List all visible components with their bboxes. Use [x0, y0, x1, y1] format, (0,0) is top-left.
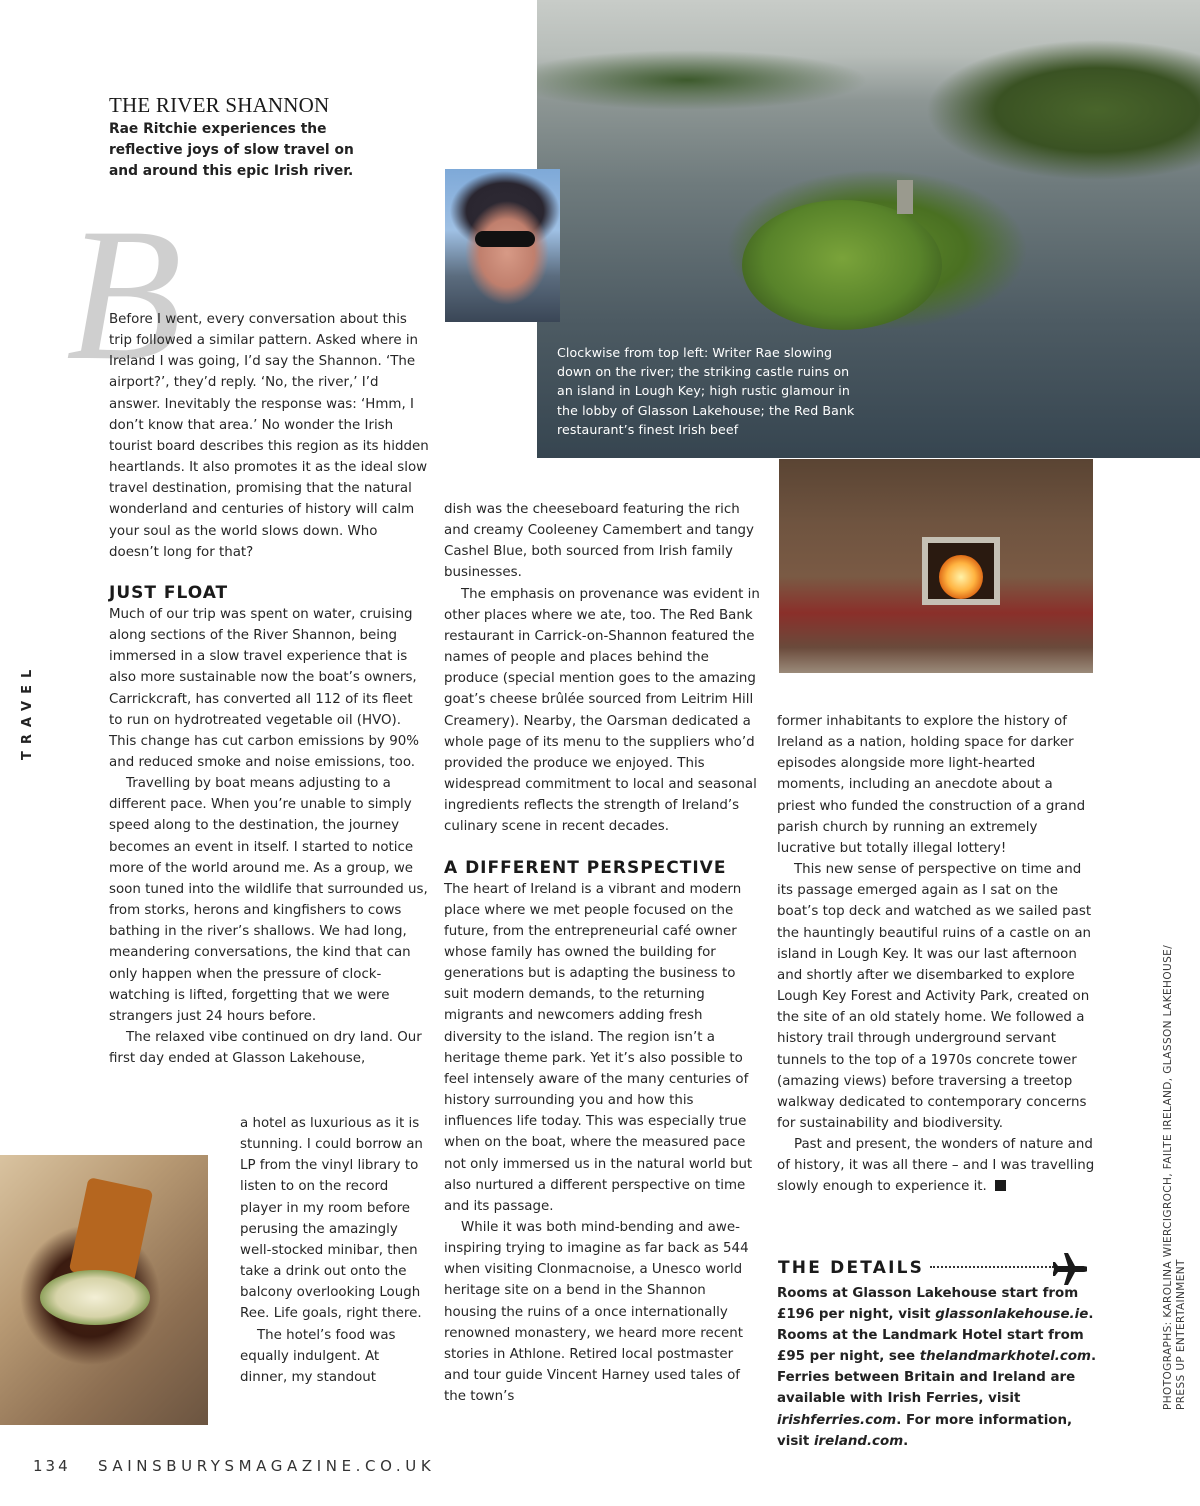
- column-3: [777, 711, 1095, 1198]
- details-text: Rooms at Glasson Lakehouse start from £196 per night, visit: [777, 1286, 1079, 1323]
- link-irish-ferries[interactable]: irishferries.com: [777, 1412, 897, 1428]
- sunglasses: [475, 231, 535, 247]
- closing-paragraph: [777, 1134, 1095, 1197]
- lough-key-castle-photo: [537, 0, 1200, 458]
- details-text: . For more information, visit: [777, 1412, 1073, 1449]
- link-glasson[interactable]: glassonlakehouse.ie: [935, 1307, 1089, 1323]
- subhead-just-float: JUST FLOAT: [109, 582, 229, 603]
- photo-credits: [1162, 945, 1188, 1410]
- paragraph: The heart of Ireland is a vibrant and modern place where we met people focused on the future, from the entrepreneurial café owner whose family has owned the building for generations but is adapting the business to suit modern demands, to the returning migrants and newcomers adding fresh diversity to the island. The region isn’t a heritage theme park. Yet it’s also possible to feel intensely aware of the many centuries of history surrounding you and how this influences life today. This was especially true when on the boat, where the measured pace not only immersed us in the natural world but also nurtured a different perspective on time and its passage.: [444, 881, 753, 1214]
- drop-cap: B: [66, 190, 183, 400]
- details-body: [777, 1283, 1097, 1452]
- paragraph: a hotel as luxurious as it is stunning. I could borrow an LP from the vinyl library to listen to on the record player in my room before perusing the amazingly well-stocked minibar, then take a drink out onto the balcony overlooking Lough Ree. Life goals, right there.: [240, 1116, 423, 1322]
- column-2: [444, 499, 760, 1407]
- paragraph: dish was the cheeseboard featuring the rich and creamy Cooleeney Camembert and tangy Cashel Blue, both sourced from Irish family businesses.: [444, 502, 754, 581]
- details-text: . Rooms at the Landmark Hotel start from £95 per night, see: [777, 1307, 1094, 1365]
- castle-ruin: [897, 180, 913, 214]
- details-text: . Ferries between Britain and Ireland are available with Irish Ferries, visit: [777, 1349, 1097, 1407]
- column-1: [109, 309, 429, 1069]
- castle-island: [742, 200, 942, 330]
- irish-beef-dish-photo: [0, 1155, 208, 1425]
- credits-line: PRESS UP ENTERTAINMENT: [1175, 1259, 1187, 1410]
- paragraph: The hotel’s food was equally indulgent. At dinner, my standout: [240, 1327, 396, 1385]
- paragraph: While it was both mind-bending and awe-inspiring trying to imagine as far back as 544 when visiting Clonmacnoise, a Unesco world heritage site on a bend in the Shannon housing the ruins of a once internationally renowned monastery, we heard more recent stories in Athlone. Retired local postmaster and tour guide Vincent Harney used tales of the town’s: [444, 1220, 749, 1405]
- link-ireland[interactable]: ireland.com: [813, 1433, 904, 1449]
- paragraph: The emphasis on provenance was evident in other places where we ate, too. The Red Bank restaurant in Carrick-on-Shannon featured the names of people and places behind the produce (special mention goes to the amazing goat’s cheese brûlée sourced from Leitrim Hill Creamery). Nearby, the Oarsman dedicated a whole page of its menu to the suppliers who’d provided the produce we enjoyed. This widespread commitment to local and seasonal ingredients reflects the strength of Ireland’s culinary scene in recent decades.: [444, 586, 760, 835]
- details-title: THE DETAILS: [778, 1258, 925, 1278]
- credits-line: PHOTOGRAPHS: KAROLINA WIERCIGROCH, FAILTE IRELAND, GLASSON LAKEHOUSE/: [1162, 944, 1174, 1410]
- link-landmark[interactable]: thelandmarkhotel.com: [919, 1349, 1091, 1365]
- details-text: .: [903, 1433, 909, 1449]
- column-1-wrap: [240, 1113, 425, 1388]
- page-number: 134: [33, 1457, 71, 1475]
- dotted-rule: [930, 1266, 1054, 1268]
- paragraph: Much of our trip was spent on water, cruising along sections of the River Shannon, being immersed in a slow travel experience that is also more sustainable now the boat’s owners, Carrickcraft, has converted all 112 of its fleet to run on hydrotreated vegetable oil (HVO). This change has cut carbon emissions by 90% and reduced smoke and noise emissions, too.: [109, 606, 419, 770]
- paragraph: former inhabitants to explore the history of Ireland as a nation, holding space for darker episodes alongside more light-hearted moments, including an anecdote about a priest who funded the construction of a grand parish church by running an extremely lucrative but totally illegal lottery!: [777, 714, 1086, 856]
- plated-vegetables: [40, 1270, 150, 1325]
- subhead-different-perspective: A DIFFERENT PERSPECTIVE: [444, 857, 727, 878]
- paragraph: Travelling by boat means adjusting to a different pace. When you’re unable to simply speed along to the destination, the journey becomes an event in itself. I started to notice more of the world around me. As a group, we soon tuned into the wildlife that surrounded us, from storks, herons and kingfishers to cows bathing in the river’s shallows. We had long, meandering conversations, the kind that can only happen when the pressure of clock-watching is lifted, forgetting that we were strangers just 24 hours before.: [109, 776, 428, 1024]
- writer-rae-photo: [445, 169, 560, 322]
- photo-caption: Clockwise from top left: Writer Rae slowing down on the river; the striking castle ruins on an island in Lough Key; high rustic glamour in the lobby of Glasson Lakehouse; the Red Bank restaurant’s finest Irish beef: [557, 345, 855, 437]
- closing-text: Past and present, the wonders of nature and of history, it was all there – and I was travelling slowly enough to experience it.: [777, 1137, 1095, 1195]
- intro-paragraph: Before I went, every conversation about this trip followed a similar pattern. Asked where in Ireland I was going, I’d say the Shannon. ‘The airport?’, they’d reply. ‘No, the river,’ I’d answer. Inevitably the response was: ‘Hmm, I don’t know that area.’ No wonder the Irish tourist board describes this region as its hidden heartlands. It also promotes it as the ideal slow travel destination, promising that the natural wonderland and centuries of history will calm your soul as the world slows down. Who doesn’t long for that?: [109, 312, 429, 560]
- paragraph: This new sense of perspective on time and its passage emerged again as I sat on the boat’s top deck and watched as we sailed past the hauntingly beautiful ruins of a castle on an island in Lough Key. It was our last afternoon and shortly after we disembarked to explore Lough Key Forest and Activity Park, created on the site of an old stately home. We followed a history trail through underground servant tunnels to the top of a 1970s concrete tower (amazing views) before traversing a treetop walkway dedicated to contemporary concerns for sustainability and biodiversity.: [777, 862, 1092, 1131]
- paragraph: The relaxed vibe continued on dry land. Our first day ended at Glasson Lakehouse,: [109, 1030, 422, 1067]
- standfirst: Rae Ritchie experiences the reflective joys of slow travel on and around this epic Irish river.: [109, 121, 354, 179]
- article-title: THE RIVER SHANNON: [109, 93, 330, 117]
- fire: [939, 555, 983, 599]
- end-mark-icon: [995, 1180, 1006, 1191]
- section-label: TRAVEL: [20, 662, 35, 760]
- beef-tower: [69, 1177, 154, 1285]
- glasson-lakehouse-lobby-photo: [779, 459, 1093, 673]
- site-url[interactable]: SAINSBURYSMAGAZINE.CO.UK: [98, 1457, 436, 1475]
